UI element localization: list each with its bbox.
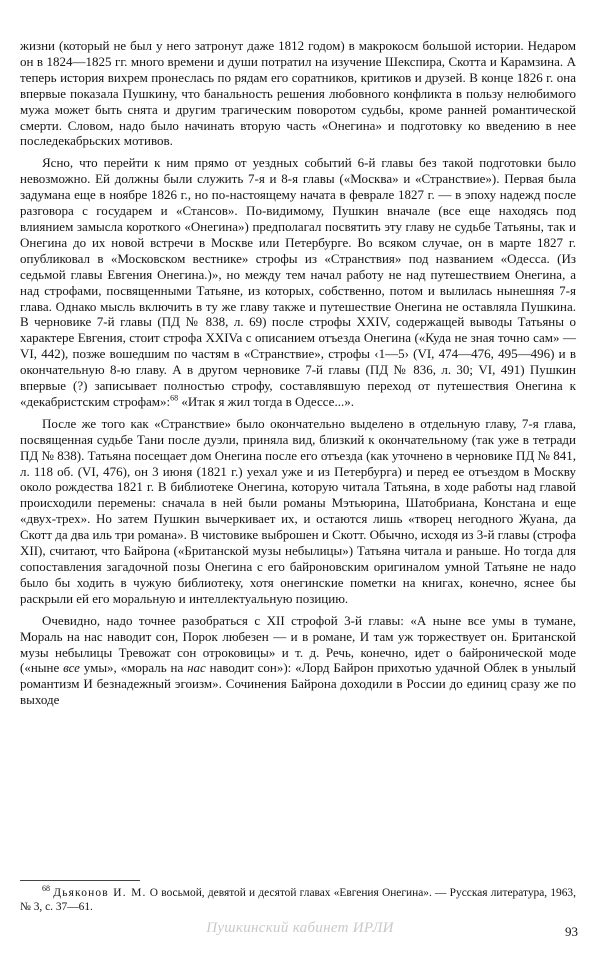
footnote-text: О восьмой, девятой и десятой главах «Евгения Онегина». — Русская литература, 1963, № 3, с. 37—61.	[20, 887, 576, 913]
footnote-ref: 68	[170, 393, 179, 403]
footnote-divider	[20, 880, 140, 881]
page-number: 93	[565, 924, 578, 939]
paragraph-3: После же того как «Странствие» было окончательно выделено в отдельную главу, 7-я глава, посвященная судьбе Тани после дуэли, приняла вид, близкий к окончательному (так уже в тетради ПД № 838). Татьяна посещает дом Онегина после его отъезда (как уточнено в черновике ПД № 841, л. 118 об. (VI, 476), он 3 июня (1821 г.) уехал уже и из Петербурга) и перед ее отъездом в Москву около рождества 1821 г. В библиотеке Онегина, которую читала Татьяна, в ходе работы над главой происходили перемены: сначала в ней были романы Мэтьюрина, Шатобриана, Констана и еще «двух-трех». Но затем Пушкин вычеркивает их, и остаются лишь «творец негодного Жуана, да Скотт да два иль три романа». В чистовике выброшен и Скотт. Обычно, исходя из 3-й главы (строфа XII), считают, что Байрона («Британской музы небылицы») Татьяна читала и раньше. Но тогда для сопоставления загадочной позы Онегина с его байроновским оригиналом умной Татьяне не надо было бы ходить в чужую библиотеку, хотя онегинские пометки на книгах, конечно, яснее бы раскрыли ей его моральную и интеллектуальную позицию.	[20, 415, 576, 606]
paragraph-4-text-b: умы», «мораль на	[79, 660, 188, 676]
paragraph-4	[20, 613, 576, 708]
paragraph-4-text-a: Очевидно, надо точнее разобраться с XII строфой 3-й главы: «А ныне все умы в тумане, Мораль на нас наводит сон, Порок любезен — и в романе, И там уж торжествует он. Британской музы небылицы Тревожат сон отроковицы» и т. д. Речь, конечно, идет о байронической моде («ныне	[20, 612, 576, 676]
paragraph-4-em-a: все	[63, 660, 80, 676]
paragraph-1: жизни (который не был у него затронут даже 1812 годом) в макрокосм большой истории. Недаром он в 1824—1825 гг. много времени и души потратил на изучение Шекспира, Скотта и Карамзина. А теперь история вихрем пронеслась по рядам его соратников, критиков и друзей. В конце 1826 г. она впервые показала Пушкину, что банальность решения любовного конфликта в пользу нелюбимого мужа может быть снята и другим трагическим поворотом судьбы, кроме ранней романтической смерти. Словом, надо было начинать вторую часть «Онегина» и подготовку ко введению в нее последекабрьских мотивов.	[20, 38, 576, 149]
paragraph-2	[20, 155, 576, 410]
paragraph-2-text: Ясно, что перейти к ним прямо от уездных событий 6-й главы без такой подготовки было невозможно. Ей должны были служить 7-я и 8-я главы («Москва» и «Странствие»). Первая была задумана еще в ноябре 1826 г., но по-настоящему начата в феврале 1827 г. — в эпоху надежд после разговора с государем и «Стансов». По-видимому, Пушкин вначале (все еще находясь под влиянием замысла короткого «Онегина») предполагал посвятить эту главу не судьбе Татьяны, так и Онегина до их новой встречи в Москве или Петербурге. Во всяком случае, он в марте 1827 г. опубликовал в «Московском вестнике» строфы из «Странствия» под названием «Одесса. (Из седьмой главы Евгения Онегина.)», но между тем начал работу не над путешествием Онегина, а над строфами, посвященными Татьяне, из которых, собственно, потом и вылилась нынешняя 7-я глава. Однако мысль включить в ту же главу также и путешествие Онегина не оставляла Пушкина. В черновике 7-й главы (ПД № 838, л. 69) после строфы XXIV, содержащей выводы Татьяны о характере Евгения, стоит строфа XXIVa с описанием отъезда Онегина («Куда не зная точно сам» — VI, 442), позже вошедшим по частям в «Странствие», строфы ‹1—5› (VI, 474—476, 495—496) и в окончательную 8-ю главу. А в другом черновике 7-й главы (ПД № 836, л. 30; VI, 491) Пушкин впервые (?) записывает полностью строфу, составлявшую переход от путешествия Онегина к «декабристским строфам»:	[20, 155, 576, 409]
footnote	[20, 886, 576, 914]
paragraph-2-tail: «Итак я жил тогда в Одессе...».	[181, 393, 354, 409]
footnote-author: Дьяконов И. М.	[53, 887, 147, 899]
footnote-body	[20, 886, 576, 914]
paragraph-4-text-c: наводит сон»): «Лорд Байрон прихотью удачной Облек в унылый романтизм И безнадежный эгоизм». Сочинения Байрона доходили в России до единиц сразу же по выходе	[20, 660, 577, 708]
page-body	[20, 38, 576, 708]
footnote-number: 68	[42, 884, 50, 894]
paragraph-4-em-b: нас	[187, 660, 206, 676]
library-stamp: Пушкинский кабинет ИРЛИ	[206, 920, 394, 936]
